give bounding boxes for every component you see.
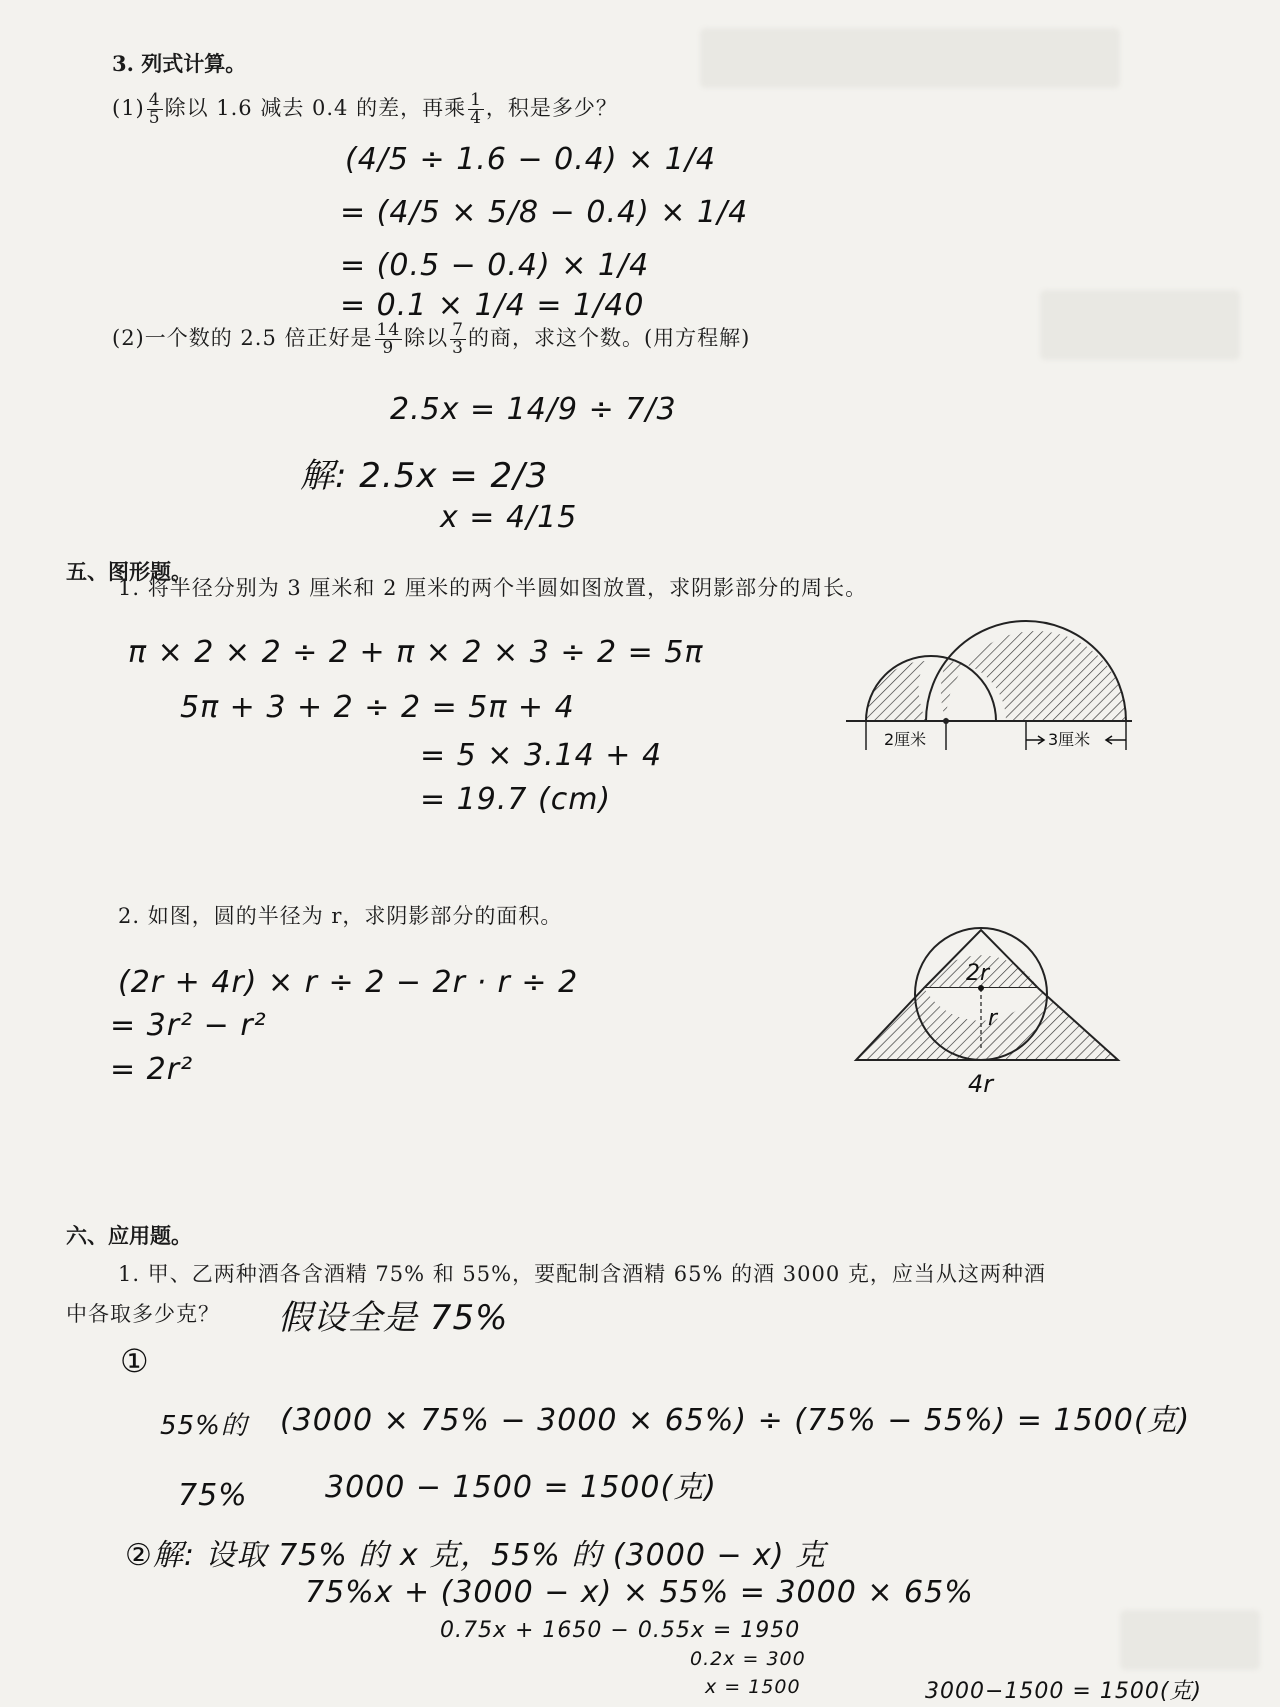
question-3-2-text xyxy=(112,322,750,357)
label-2r: 2r xyxy=(966,961,990,986)
shaded-left-region xyxy=(866,661,926,721)
bleed-through-corner xyxy=(1120,1610,1260,1670)
q6-work-row: (3000 × 75% − 3000 × 65%) ÷ (75% − 55%) = 1500(克) xyxy=(280,1403,1191,1438)
bleed-through-right xyxy=(1040,290,1240,360)
q6-work-row: x = 1500 xyxy=(705,1676,801,1698)
q2-work-line: x = 4/15 xyxy=(440,500,578,535)
q6-assume-line: 假设全是 75% xyxy=(278,1298,509,1338)
q2-prefix: (2)一个数的 2.5 倍正好是 xyxy=(112,326,373,350)
question-5-1-text: 1. 将半径分别为 3 厘米和 2 厘米的两个半圆如图放置，求阴影部分的周长。 xyxy=(118,576,868,600)
section-3-heading: 3. 列式计算。 xyxy=(112,51,247,76)
q6-work-row: 3000−1500 = 1500(克) xyxy=(925,1679,1202,1704)
q1-mid: 除以 1.6 减去 0.4 的差，再乘 xyxy=(164,96,467,120)
q1-fraction-2: $\frac{1}{4}$ xyxy=(470,90,482,128)
q5-2-work-line: = 2r² xyxy=(110,1052,194,1087)
q6-work-row: 0.2x = 300 xyxy=(690,1648,806,1670)
label-3cm: 3厘米 xyxy=(1048,730,1091,749)
q2-fraction-1: $\frac{14}{9}$ xyxy=(376,320,401,358)
q6-work-row: 3000 − 1500 = 1500(克) xyxy=(325,1470,717,1505)
q2-mid: 除以 xyxy=(404,326,449,350)
question-3-1-text xyxy=(112,92,618,127)
q6-row2-label: 75% xyxy=(178,1478,248,1513)
q1-work-line: = (4/5 × 5/8 − 0.4) × 1/4 xyxy=(340,195,749,230)
q6-marker-1: ① xyxy=(120,1342,150,1380)
q6-work-row: 0.75x + 1650 − 0.55x = 1950 xyxy=(440,1618,801,1643)
q5-1-work-line: 5π + 3 + 2 ÷ 2 = 5π + 4 xyxy=(180,690,575,725)
q1-work-line: = (0.5 − 0.4) × 1/4 xyxy=(340,248,650,283)
bleed-through-top xyxy=(700,28,1120,88)
q6-work-row: ②解: 设取 75% 的 x 克，55% 的 (3000 − x) 克 xyxy=(125,1538,827,1573)
q1-suffix: ，积是多少？ xyxy=(485,96,618,120)
q2-suffix: 的商，求这个数。(用方程解) xyxy=(467,326,751,350)
label-4r: 4r xyxy=(968,1070,994,1098)
q1-fraction-1: $\frac{4}{5}$ xyxy=(148,90,161,128)
q5-2-work-line: = 3r² − r² xyxy=(110,1008,267,1043)
question-5-2-text: 2. 如图，圆的半径为 r，求阴影部分的面积。 xyxy=(118,904,563,928)
q1-prefix: (1) xyxy=(112,96,145,120)
question-6-1-line-1: 1. 甲、乙两种酒各含酒精 75% 和 55%，要配制含酒精 65% 的酒 3000 克，应当从这两种酒 xyxy=(118,1262,1046,1286)
q2-work-line: 解: 2.5x = 2/3 xyxy=(300,456,549,496)
circle-trapezoid-figure xyxy=(848,900,1130,1100)
q1-work-line: (4/5 ÷ 1.6 − 0.4) × 1/4 xyxy=(345,142,717,177)
shaded-right-region xyxy=(941,631,1126,721)
label-r: r xyxy=(988,1006,998,1031)
q1-work-line: = 0.1 × 1/4 = 1/40 xyxy=(340,288,645,323)
question-6-1-line-2: 中各取多少克？ xyxy=(66,1302,220,1326)
q2-fraction-2: $\frac{7}{3}$ xyxy=(452,320,464,358)
section-5-heading: 五、图形题。 xyxy=(66,559,192,584)
label-2cm: 2厘米 xyxy=(884,730,927,749)
q5-1-work-line: = 19.7 (cm) xyxy=(420,782,612,817)
q5-2-work-line: (2r + 4r) × r ÷ 2 − 2r · r ÷ 2 xyxy=(118,965,579,1000)
section-6-heading: 六、应用题。 xyxy=(66,1223,192,1248)
semicircles-figure xyxy=(836,600,1136,760)
q6-work-row: 75%x + (3000 − x) × 55% = 3000 × 65% xyxy=(305,1575,974,1610)
q5-1-work-line: π × 2 × 2 ÷ 2 + π × 2 × 3 ÷ 2 = 5π xyxy=(128,635,704,670)
q5-1-work-line: = 5 × 3.14 + 4 xyxy=(420,738,663,773)
q2-work-line: 2.5x = 14/9 ÷ 7/3 xyxy=(390,392,677,427)
q6-row1-label: 55%的 xyxy=(160,1411,248,1441)
